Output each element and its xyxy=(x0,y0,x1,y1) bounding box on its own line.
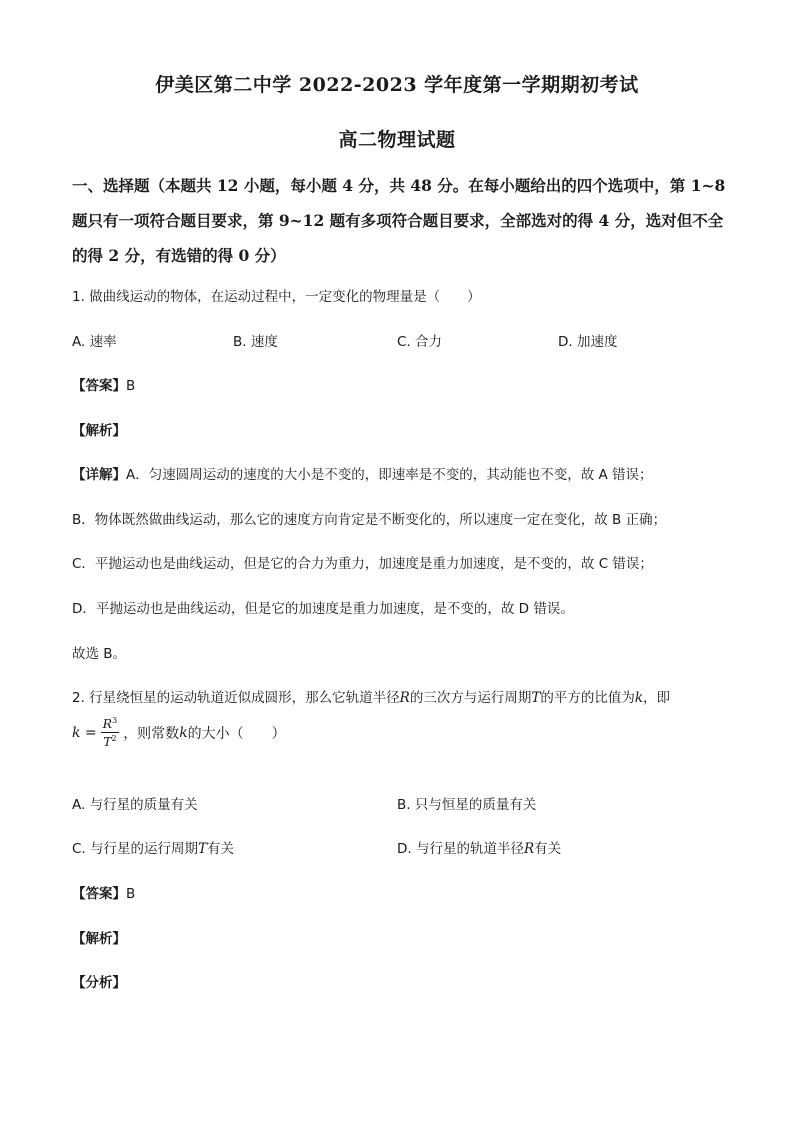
q2-option-d xyxy=(397,837,561,857)
answer-value: B xyxy=(126,378,136,394)
question-2-stem xyxy=(72,686,670,706)
numerator-exponent: 3 xyxy=(112,716,118,725)
detail-text: A．匀速圆周运动的速度的大小是不变的，即速率是不变的，其动能也不变，故 A 错误； xyxy=(126,467,653,483)
q1-answer xyxy=(72,374,135,394)
option-text: 有关 xyxy=(207,841,235,857)
denominator-exponent: 2 xyxy=(111,734,117,744)
q1-option-b: B. 速度 xyxy=(233,334,278,350)
q1-option-d: D. 加速度 xyxy=(558,334,618,350)
formula-denominator xyxy=(103,733,116,749)
stem-text: ，则常数 xyxy=(123,725,180,742)
answer-tag: 【答案】 xyxy=(72,378,126,394)
section-heading: 一、选择题（本题共 12 小题，每小题 4 分，共 48 分。在每小题给出的四个选项中，第 1~8 题只有一项符合题目要求，第 9~12 题有多项符合题目要求，全部选对的得 4 分，选对但不全的得 2 分，有选错的得 0 分） xyxy=(72,176,726,265)
answer-tag: 【答案】 xyxy=(72,886,126,902)
q2-option-b: B. 只与恒星的质量有关 xyxy=(397,797,537,813)
variable-t: T xyxy=(531,690,541,706)
stem-text: 的大小（ ） xyxy=(187,725,286,742)
variable-t: T xyxy=(198,841,208,857)
q2-option-c xyxy=(72,837,234,857)
option-text: C. 与行星的运行周期 xyxy=(72,841,199,857)
question-1-stem: 1. 做曲线运动的物体，在运动过程中，一定变化的物理量是（ ） xyxy=(72,289,481,305)
denominator-var: T xyxy=(103,734,112,750)
q2-formula-line xyxy=(72,716,286,749)
q1-option-c: C. 合力 xyxy=(397,334,443,350)
q2-option-a: A. 与行星的质量有关 xyxy=(72,797,198,813)
q1-detail-line: D．平抛运动也是曲线运动，但是它的加速度是重力加速度，是不变的，故 D 错误。 xyxy=(72,601,574,617)
option-text: 有关 xyxy=(534,841,562,857)
q1-detail-line xyxy=(72,463,653,483)
q1-analysis-tag: 【解析】 xyxy=(72,423,126,439)
q1-detail-line: B．物体既然做曲线运动，那么它的速度方向肯定是不断变化的，所以速度一定在变化，故 B 正确； xyxy=(72,512,667,528)
detail-tag: 【详解】 xyxy=(72,467,126,483)
q2-answer xyxy=(72,882,135,902)
q2-fenxi-tag: 【分析】 xyxy=(72,975,126,991)
variable-r: R xyxy=(523,841,535,857)
q2-analysis-tag: 【解析】 xyxy=(72,931,126,947)
exam-title: 伊美区第二中学 2022-2023 学年度第一学期期初考试 xyxy=(155,74,639,96)
stem-text: 的三次方与运行周期 xyxy=(409,690,532,706)
option-text: D. 与行星的轨道半径 xyxy=(397,841,524,857)
variable-r: R xyxy=(399,690,410,706)
q1-conclusion: 故选 B。 xyxy=(72,646,127,662)
stem-text: 的平方的比值为 xyxy=(540,690,635,706)
formula-lhs: k = xyxy=(72,724,97,741)
stem-text: 2. 行星绕恒星的运动轨道近似成圆形，那么它轨道半径 xyxy=(72,690,400,706)
formula-numerator xyxy=(101,716,120,733)
exam-subtitle: 高二物理试题 xyxy=(338,129,456,151)
numerator-var: R xyxy=(102,716,113,732)
stem-text: ，即 xyxy=(643,690,671,706)
formula-fraction xyxy=(101,716,120,749)
q1-option-a: A. 速率 xyxy=(72,334,117,350)
q1-detail-line: C．平抛运动也是曲线运动，但是它的合力为重力，加速度是重力加速度，是不变的，故 C 错误； xyxy=(72,556,653,572)
variable-k: k xyxy=(179,724,188,741)
answer-value: B xyxy=(126,886,136,902)
variable-k: k xyxy=(634,690,644,706)
